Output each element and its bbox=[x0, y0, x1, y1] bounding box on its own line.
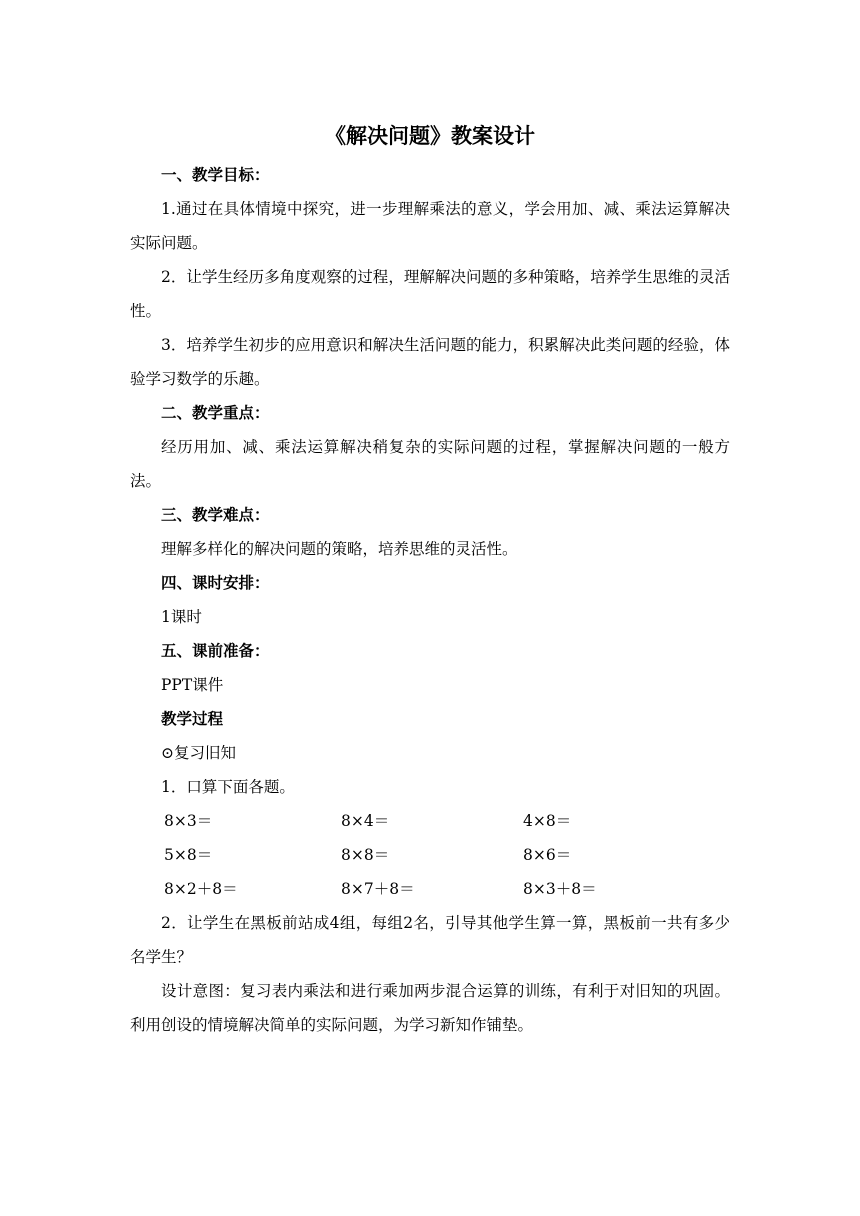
schedule-heading: 四、课时安排： bbox=[161, 574, 270, 592]
exercise-item: 8×4＝ bbox=[341, 812, 390, 830]
preparation-heading: 五、课前准备： bbox=[161, 642, 270, 660]
goals-heading: 一、教学目标： bbox=[161, 166, 270, 184]
exercise-item: 8×8＝ bbox=[341, 846, 390, 864]
goal-1: 1.通过在具体情境中探究，进一步理解乘法的意义，学会用加、减、乘法运算解决实际问题。 bbox=[130, 200, 730, 252]
key-points-heading: 二、教学重点： bbox=[161, 404, 270, 422]
goal-3: 3．培养学生初步的应用意识和解决生活问题的能力，积累解决此类问题的经验，体验学习数学的乐趣。 bbox=[130, 336, 730, 388]
document-body bbox=[130, 158, 730, 1042]
exercise-item: 8×2＋8＝ bbox=[164, 880, 238, 898]
difficulty-text: 理解多样化的解决问题的策略，培养思维的灵活性。 bbox=[161, 540, 518, 558]
exercise-item: 8×6＝ bbox=[523, 846, 572, 864]
exercise-item: 4×8＝ bbox=[523, 812, 572, 830]
design-intent: 设计意图：复习表内乘法和进行乘加两步混合运算的训练，有利于对旧知的巩固。利用创设的情境解决简单的实际问题，为学习新知作铺垫。 bbox=[130, 982, 730, 1034]
process-heading: 教学过程 bbox=[161, 710, 224, 728]
exercise-row bbox=[130, 804, 730, 838]
goal-2: 2．让学生经历多角度观察的过程，理解解决问题的多种策略，培养学生思维的灵活性。 bbox=[130, 268, 730, 320]
exercise-item: 8×3＋8＝ bbox=[523, 880, 597, 898]
document-title: 《解决问题》教案设计 bbox=[325, 124, 535, 148]
exercise-intro: 1．口算下面各题。 bbox=[161, 778, 295, 796]
exercise-item: 8×3＝ bbox=[164, 812, 213, 830]
difficulty-heading: 三、教学难点： bbox=[161, 506, 270, 524]
exercise-item: 8×7＋8＝ bbox=[341, 880, 415, 898]
exercise-row bbox=[130, 872, 730, 906]
schedule-text: 1课时 bbox=[161, 608, 202, 626]
exercise-item: 5×8＝ bbox=[164, 846, 213, 864]
preparation-text: PPT课件 bbox=[161, 676, 224, 694]
question-2: 2．让学生在黑板前站成4组，每组2名，引导其他学生算一算，黑板前一共有多少名学生？ bbox=[130, 914, 730, 966]
key-points-text: 经历用加、减、乘法运算解决稍复杂的实际问题的过程，掌握解决问题的一般方法。 bbox=[130, 438, 730, 490]
review-heading: ⊙复习旧知 bbox=[161, 744, 236, 762]
exercise-row bbox=[130, 838, 730, 872]
